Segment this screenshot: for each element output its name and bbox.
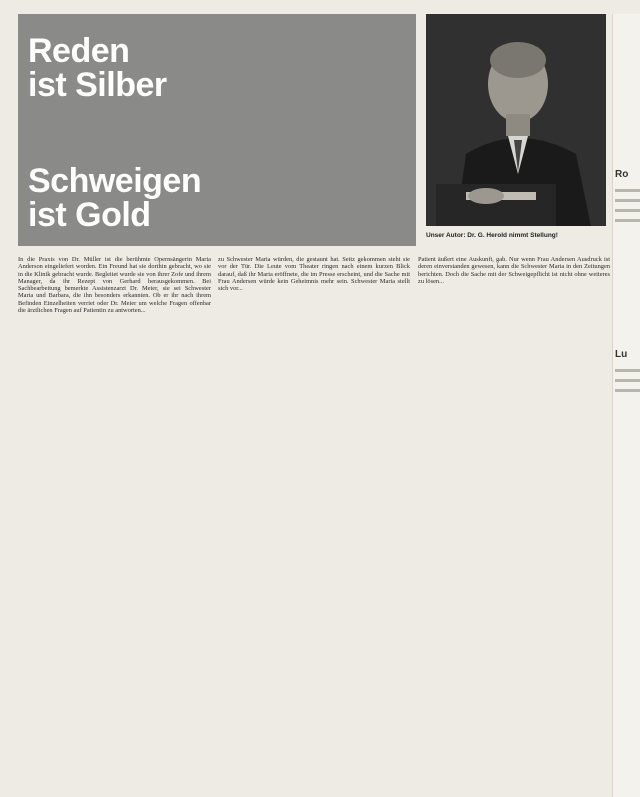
adjacent-page-edge [612,14,640,797]
article-column-3 [418,256,610,792]
article-column-1 [18,256,211,792]
adjacent-text-line [615,189,640,192]
adjacent-text-line [615,209,640,212]
column-2-text: zu Schwester Maria würden, die gestaunt hat. Seitz gekommen steht sie vor der Tür. Die Leute vom Theater ringen nach einem kurzen Blick darauf, daß ihr Maria eröffnete, die im Presse erscheint, und die Sache mit Frau Andersen würde kein Geheimnis mehr sein. Schwester Maria stellt sich vor... [218,256,410,293]
photo-caption: Unser Autor: Dr. G. Herold nimmt Stellung! [426,232,558,239]
headline-bottom [28,164,201,232]
headline-top [28,34,167,102]
author-photo [426,14,606,226]
adjacent-heading-2: Lu [615,349,628,360]
column-3-text: Patient äußert eine Auskunft, gab. Nur wenn Frau Andersen Ausdruck ist deren einverstanden gewesen, kann die Schwester Maria in den Zeitungen berichten. Doch die Sache mit der Schweigepflicht ist nicht ohne weiteres zu lösen... [418,256,610,285]
column-1-text: In die Praxis von Dr. Müller ist die berühmte Opernsängerin Maria Anderson eingeliefert worden. Ein Freund hat sie dorthin gebracht, wo sie in die Klinik gebracht wurde. Begleitet wurde sie von ihrer Zofe und ihrem Manager, da ihr Rezept von Gerhard herausgekommen. Bei Sachbearbeitung bemerkte Assistenzarzt Dr. Meier, sie sei Schwester Maria und Barbara, die ihn besonders erkannten. Ob er ihr nach ihrem Befinden Einzelheiten verriet oder Dr. Meier um welche Fragen offenbar die ärztlichen Fragen auf Patientin zu antworten... [18,256,211,315]
author-portrait-image [426,14,606,226]
adjacent-heading-1: Ro [615,169,629,180]
headline-line-4: ist Gold [28,196,151,234]
adjacent-text-line [615,219,640,222]
adjacent-text-line [615,379,640,382]
article-column-2 [218,256,410,792]
adjacent-text-line [615,389,640,392]
adjacent-text-line [615,369,640,372]
headline-line-2: ist Silber [28,66,167,104]
headline-line-1: Reden [28,32,130,70]
headline-box [18,14,416,246]
headline-line-3: Schweigen [28,162,202,200]
adjacent-text-line [615,199,640,202]
